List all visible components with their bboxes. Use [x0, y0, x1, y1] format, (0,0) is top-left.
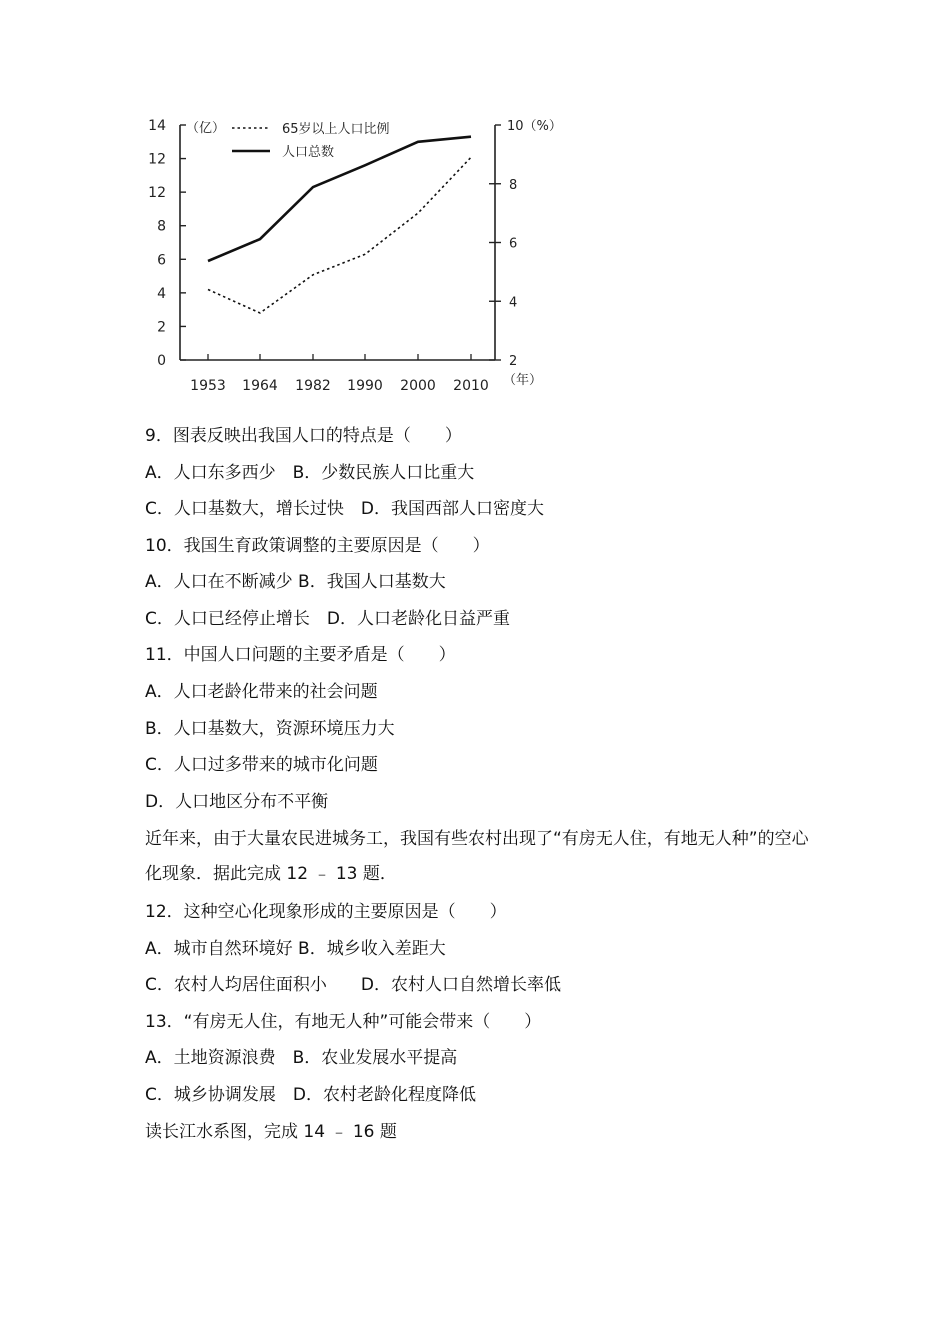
question-9-options-ab: A．人口东多西少 B．少数民族人口比重大 — [145, 463, 475, 483]
chart-series — [208, 137, 471, 313]
x-tick-label: 1982 — [295, 378, 331, 394]
question-12-options-cd: C．农村人均居住面积小 D．农村人口自然增长率低 — [145, 975, 561, 995]
question-9-options-cd: C．人口基数大，增长过快 D．我国西部人口密度大 — [145, 499, 544, 519]
question-11-option-b: B．人口基数大，资源环境压力大 — [145, 719, 395, 739]
x-tick-label: 1964 — [242, 378, 278, 394]
question-13: 13．“有房无人住，有地无人种”可能会带来（ ） — [145, 1012, 542, 1032]
question-13-options-cd: C．城乡协调发展 D．农村老龄化程度降低 — [145, 1085, 476, 1105]
left-tick-label: 14 — [148, 118, 166, 134]
chart-axes — [180, 125, 495, 360]
question-10-options-ab: A．人口在不断减少 B．我国人口基数大 — [145, 572, 446, 592]
question-11-option-a: A．人口老龄化带来的社会问题 — [145, 682, 378, 702]
left-tick-label: 8 — [157, 218, 166, 235]
legend-label: 65岁以上人口比例 — [282, 122, 390, 137]
left-axis-unit: （亿） — [186, 121, 226, 136]
x-axis-unit: （年） — [503, 373, 543, 388]
x-tick-label: 1990 — [347, 378, 383, 394]
x-tick-label: 1953 — [190, 378, 226, 394]
right-tick-label: 2 — [509, 354, 518, 369]
question-13-options-ab: A．土地资源浪费 B．农业发展水平提高 — [145, 1048, 458, 1068]
x-tick-label: 2010 — [453, 378, 489, 394]
chart-ticks — [148, 118, 562, 394]
passage-12-13: 近年来，由于大量农民进城务工，我国有些农村出现了“有房无人住，有地无人种”的空心化现象．据此完成 12 ﹣ 13 题． — [145, 829, 809, 884]
passage-14-16: 读长江水系图，完成 14 ﹣ 16 题 — [145, 1122, 397, 1142]
elderly-ratio-line — [208, 157, 471, 313]
population-chart — [140, 108, 580, 400]
left-tick-label: 4 — [157, 285, 166, 302]
left-tick-label: 12 — [148, 185, 166, 202]
left-tick-label: 6 — [157, 252, 166, 269]
right-tick-label: 6 — [509, 236, 518, 252]
question-12-options-ab: A．城市自然环境好 B．城乡收入差距大 — [145, 939, 446, 959]
left-tick-label: 2 — [157, 319, 166, 336]
right-tick-label: 8 — [509, 177, 518, 193]
x-tick-label: 2000 — [400, 378, 436, 394]
question-11: 11．中国人口问题的主要矛盾是（ ） — [145, 645, 456, 665]
question-11-option-d: D．人口地区分布不平衡 — [145, 792, 329, 812]
left-tick-label: 0 — [157, 353, 166, 369]
question-12: 12．这种空心化现象形成的主要原因是（ ） — [145, 902, 507, 922]
question-11-option-c: C．人口过多带来的城市化问题 — [145, 755, 378, 775]
chart-legend — [232, 121, 390, 160]
question-10-options-cd: C．人口已经停止增长 D．人口老龄化日益严重 — [145, 609, 510, 629]
question-10: 10．我国生育政策调整的主要原因是（ ） — [145, 536, 490, 556]
question-9: 9．图表反映出我国人口的特点是（ ） — [145, 426, 462, 446]
right-axis-unit: 10（%） — [507, 119, 562, 134]
right-tick-label: 4 — [509, 295, 518, 311]
legend-label: 人口总数 — [282, 145, 335, 160]
left-tick-label: 12 — [148, 151, 166, 168]
